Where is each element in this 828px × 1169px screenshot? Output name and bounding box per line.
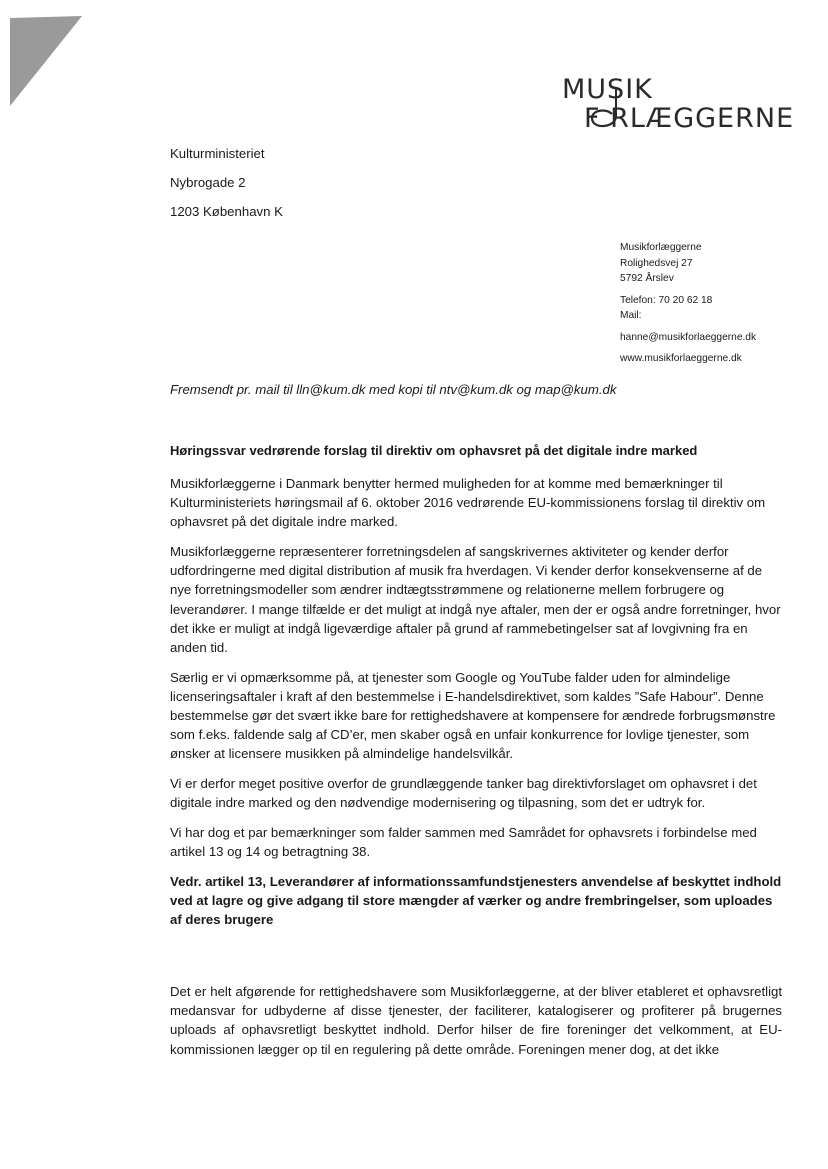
musikforlaeggerne-logo (560, 72, 795, 134)
sender-name: Musikforlæggerne (620, 242, 702, 253)
logo-text-line1: MUSIK (562, 74, 653, 105)
sent-via-line: Fremsendt pr. mail til lln@kum.dk med kopi til ntv@kum.dk og map@kum.dk (170, 382, 617, 397)
sender-website: www.musikforlaeggerne.dk (620, 353, 742, 364)
recipient-name: Kulturministeriet (170, 146, 265, 161)
recipient-address (170, 146, 283, 233)
recipient-city: 1203 København K (170, 204, 283, 219)
body-paragraph: Vi er derfor meget positive overfor de grundlæggende tanker bag direktivforslaget om ophavsret i det digitale indre marked og den nødvendige modernisering og tilpasning, som det er udtryk for. (170, 776, 757, 811)
section-heading: Vedr. artikel 13, Leverandører af informationssamfundstjenesters anvendelse af beskyttet indhold ved at lagre og give adgang til store mængder af værker og andre frembringelser, som uploades af deres brugere (170, 873, 782, 928)
recipient-street: Nybrogade 2 (170, 175, 246, 190)
body-paragraph: Musikforlæggerne repræsenterer forretningsdelen af sangskrivernes aktiviteter og kender derfor udfordringerne med digital distribution af musik fra hverdagen. Vi kender derfor konsekvenserne af de nye forretningsmodeller som ændrer indtægtsstrømmene og relationerne mellem forbrugere og leverandører. I mange tilfælde er det muligt at indgå nye aftaler, men der er også andre forretninger, hvor det ikke er muligt at indgå ligeværdige aftaler på grund af rammebetingelser sat af lovgivning fra en anden tid. (170, 544, 781, 656)
sender-phone: Telefon: 70 20 62 18 (620, 294, 713, 306)
logo-text-line2: F RLÆGGERNE (584, 103, 795, 134)
sender-mail-label: Mail: (620, 310, 642, 321)
sender-address (620, 240, 756, 367)
sender-city: 5792 Årslev (620, 273, 674, 284)
body-paragraph: Musikforlæggerne i Danmark benytter hermed muligheden for at komme med bemærkninger til Kulturministeriets høringsmail af 6. oktober 2016 vedrørende EU-kommissionens forslag til direktiv om ophavsret på det digitale indre marked. (170, 476, 766, 530)
sender-email: hanne@musikforlaeggerne.dk (620, 331, 757, 343)
closing-paragraph: Det er helt afgørende for rettighedshavere som Musikforlæggerne, at der bliver etableret et ophavsretligt medansvar for udbyderne af disse tjenester, der faciliterer, katalogiserer og profiterer på brugernes uploads af ophavsretligt beskyttet indhold. Derfor hilser de fire foreninger det velkomment, at EU-kommissionen lægger op til en regulering på dette område. Foreningen mener dog, at det ikke (170, 984, 782, 1057)
letter-body (170, 474, 782, 940)
letter-subject: Høringssvar vedrørende forslag til direktiv om ophavsret på det digitale indre marked (170, 443, 698, 458)
body-paragraph: Vi har dog et par bemærkninger som falder sammen med Samrådet for ophavsrets i forbindelse med artikel 13 og 14 og betragtning 38. (170, 824, 757, 860)
logo-note-icon (586, 86, 626, 132)
sender-street: Rolighedsvej 27 (620, 257, 693, 269)
folded-corner-mark (0, 0, 90, 110)
body-paragraph: Særlig er vi opmærksomme på, at tjenester som Google og YouTube falder uden for almindelige licenseringsaftaler i kraft af den bestemmelse i E-handelsdirektivet, som kaldes ”Safe Habour”. Denne bestemmelse gør det svært ikke bare for rettighedshavere at kompensere for ændrede forbrugsmønstre som f.eks. faldende salg af CD’er, men skaber også en unfair konkurrence for lovlige tjenester, som ønsker at licensere musikken på almindelige handelsvilkår. (170, 669, 776, 762)
